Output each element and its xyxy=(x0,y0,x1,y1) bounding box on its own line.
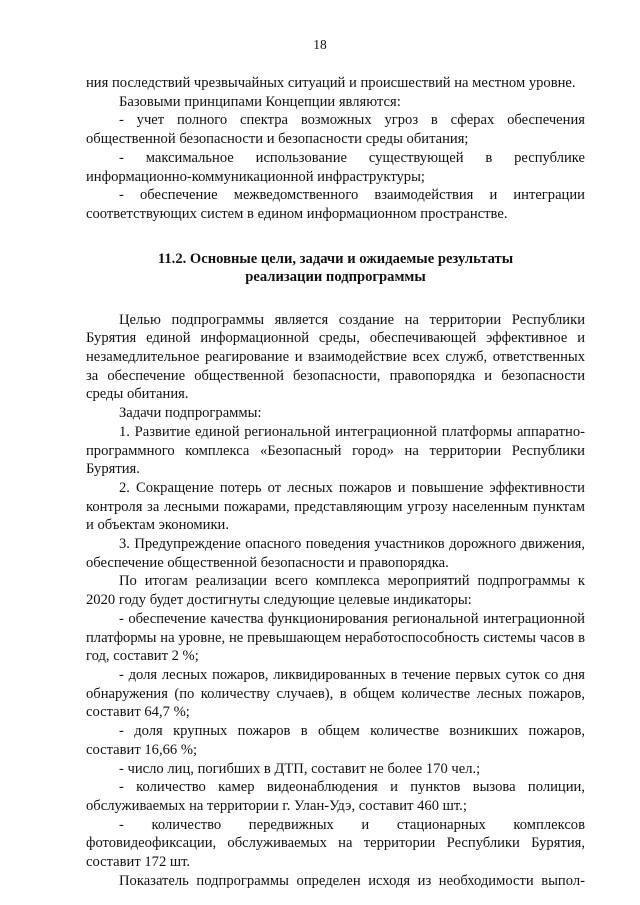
principle-item: - обеспечение межведомственного взаимодействия и интеграции соответствующих систем в едином информационном пространстве. xyxy=(86,187,585,222)
page-number: 18 xyxy=(313,37,327,52)
tasks-lead: Задачи подпрограммы: xyxy=(119,405,262,422)
principle-item: - максимальное использование существующей в республике информационно-коммуникационной инфраструктуры; xyxy=(86,149,585,185)
indicator-item: - доля крупных пожаров в общем количестве возникших пожаров, составит 16,66 %; xyxy=(86,723,585,758)
indicator-item: - количество передвижных и стационарных комплексов фотовидеофиксации, обслуживаемых на территории Республики Бурятия, составит 172 шт. xyxy=(86,816,585,871)
section-heading-line: 11.2. Основные цели, задачи и ожидаемые результаты xyxy=(157,250,514,267)
indicator-item: - количество камер видеонаблюдения и пунктов вызова полиции, обслуживаемых на территории г. Улан-Удэ, составит 460 шт.; xyxy=(86,779,585,814)
principle-item: - учет полного спектра возможных угроз в сферах обеспечения общественной безопасности и безопасности среды обитания; xyxy=(86,112,585,148)
section-heading-line: реализации подпрограммы xyxy=(245,268,426,285)
goal-paragraph: Целью подпрограммы является создание на территории Республики Бурятия единой информационной среды, обеспечивающей эффективное и незамедлительное реагирование и взаимодействие всех служб, ответственных за обеспечение общественной безопасности, правопорядка и безопасности среды обитания. xyxy=(86,311,585,403)
indicators-lead: По итогам реализации всего комплекса мероприятий подпрограммы к 2020 году будет достигнуты следующие целевые индикаторы: xyxy=(86,573,585,609)
indicator-item: - доля лесных пожаров, ликвидированных в течение первых суток со дня обнаружения (по количеству случаев), в общем количестве лесных пожаров, составит 64,7 %; xyxy=(86,666,585,721)
task-item: 3. Предупреждение опасного поведения участников дорожного движения, обеспечение общественной безопасности и правопорядка. xyxy=(86,536,585,571)
indicator-item: - обеспечение качества функционирования региональной интеграционной платформы на уровне, не превышающем неработоспособность системы часов в год, составит 2 %; xyxy=(86,610,585,665)
section-heading xyxy=(86,250,585,286)
page-body xyxy=(86,74,585,890)
indicator-item: - число лиц, погибших в ДТП, составит не более 170 чел.; xyxy=(119,760,481,777)
continuation-paragraph: ния последствий чрезвычайных ситуаций и происшествий на местном уровне. xyxy=(86,75,576,91)
task-item: 2. Сокращение потерь от лесных пожаров и повышение эффективности контроля за лесными пожарами, представляющим угрозу населенным пунктам и объектам экономики. xyxy=(86,479,585,534)
principles-lead: Базовыми принципами Концепции являются: xyxy=(119,93,401,110)
closing-paragraph: Показатель подпрограммы определен исходя из необходимости выпол- xyxy=(119,872,585,889)
task-item: 1. Развитие единой региональной интеграционной платформы аппаратно-программного комплекса «Безопасный город» на территории Республики Бурятия. xyxy=(86,423,585,478)
